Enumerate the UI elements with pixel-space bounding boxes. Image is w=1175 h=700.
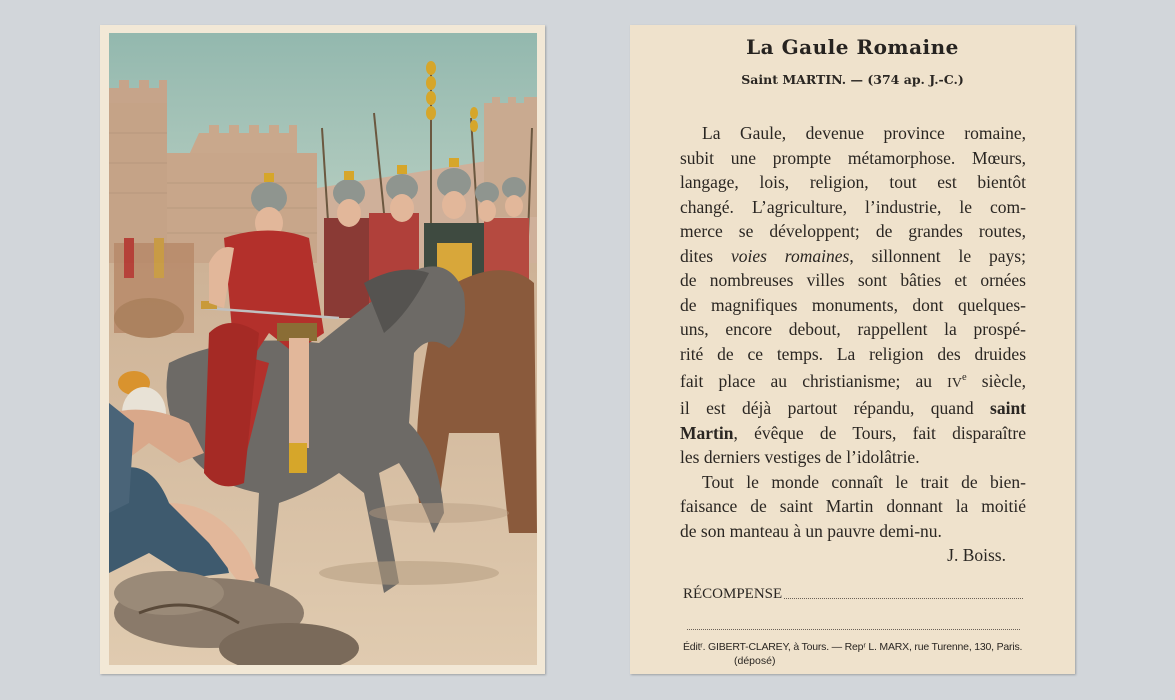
reward-label: RÉCOMPENSE [683,586,783,602]
text-line: faisance de saint Martin donnant la moitié [680,496,1026,517]
text-line: dites voies romaines, sillonnent le pays; [680,245,1026,266]
text-line: de magnifiques monuments, dont quelques- [680,294,1026,315]
text-line: de son manteau à un pauvre demi-nu. [680,520,942,541]
text-line: de nombreuses villes sont bâties et ornées [680,270,1026,290]
card-body-text [680,121,1026,568]
background-soldiers [114,238,194,338]
card-title: La Gaule Romaine [746,35,959,59]
text-line: La Gaule, devenue province romaine, [702,123,1026,143]
text-line: changé. L’agriculture, l’industrie, le com- [680,196,1026,217]
text-line: rité de ce temps. La religion des druides [680,343,1026,364]
text-line: il est déjà partout répandu, quand saint [680,398,1026,419]
reward-field [683,586,1023,603]
text-line: Martin, évêque de Tours, fait disparaître [680,422,1026,443]
text-line: subit une prompte métamorphose. Mœurs, [680,147,1026,168]
text-line: uns, encore debout, rappellent la prospé- [680,319,1026,339]
text-line: les derniers vestiges de l’idolâtrie. [680,447,920,468]
card-back [630,25,1075,674]
card-front [100,25,545,674]
card-subtitle: Saint MARTIN. — (374 ap. J.-C.) [741,72,964,87]
paragraph-2 [680,470,1026,544]
text-line: fait place au christianisme; au IVe siècle, [680,370,1026,391]
publisher-deposit: (déposé) [734,655,776,667]
reward-dotted-line-2 [687,629,1020,630]
signature: J. Boiss. [947,545,1006,566]
paragraph-1 [680,121,1026,470]
publisher-line: Éditʳ. GIBERT-CLAREY, à Tours. — Repʳ L. MARX, rue Turenne, 130, Paris. [683,641,1023,653]
illustration-saint-martin [109,33,537,665]
reward-dotted-line [784,598,1023,599]
text-line: merce se développent; de grandes routes, [680,221,1026,241]
text-line: Tout le monde connaît le trait de bien- [702,471,1026,492]
text-line: langage, lois, religion, tout est bientôt [680,172,1026,192]
